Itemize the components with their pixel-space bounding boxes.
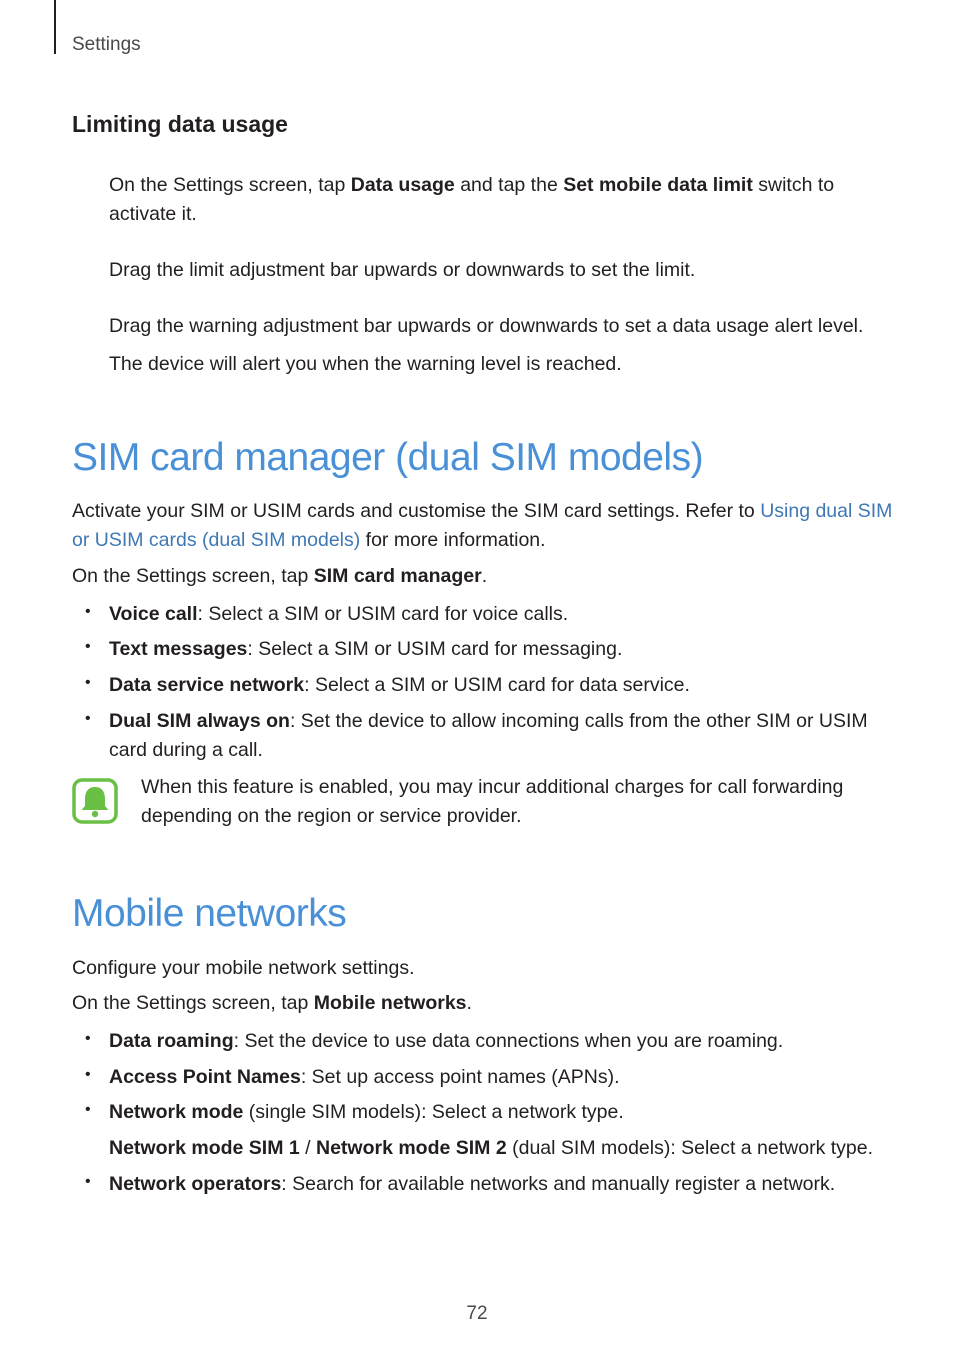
bullet: • (85, 710, 91, 727)
sim-card-manager-title: SIM card manager (dual SIM models) (72, 436, 704, 479)
bullet: • (85, 1173, 91, 1190)
bell-icon (72, 778, 118, 824)
bullet: • (85, 603, 91, 620)
list-item-access-point-names: Access Point Names: Set up access point names (APNs). (109, 1066, 620, 1088)
limiting-step-3-detail: The device will alert you when the warning level is reached. (109, 353, 622, 375)
mobile-tap-instruction: On the Settings screen, tap Mobile networks. (72, 992, 472, 1014)
page-number: 72 (466, 1303, 488, 1324)
limiting-step-3: Drag the warning adjustment bar upwards or downwards to set a data usage alert level. (109, 315, 864, 337)
bullet: • (85, 1066, 91, 1083)
section-header: Settings (72, 34, 141, 55)
mobile-intro: Configure your mobile network settings. (72, 957, 415, 979)
limiting-data-usage-heading: Limiting data usage (72, 111, 288, 137)
bullet: • (85, 1030, 91, 1047)
bullet: • (85, 674, 91, 691)
note-text: When this feature is enabled, you may incur additional charges for call forwarding depending on the region or service provider. (141, 776, 844, 827)
list-item-text-messages: Text messages: Select a SIM or USIM card for messaging. (109, 638, 623, 660)
list-item-network-mode: Network mode (single SIM models): Select a network type. (109, 1101, 624, 1123)
limiting-step-2: Drag the limit adjustment bar upwards or downwards to set the limit. (109, 259, 696, 281)
bullet: • (85, 1101, 91, 1118)
list-item-dual-sim-always-on: Dual SIM always on: Set the device to allow incoming calls from the other SIM or USIM card during a call. (109, 710, 868, 761)
header-rule (54, 0, 56, 54)
using-dual-sim-link[interactable]: Using dual SIM (760, 500, 893, 522)
sim-intro: Activate your SIM or USIM cards and customise the SIM card settings. Refer to Using dual SIM or USIM cards (dual SIM models) for more information. (72, 500, 893, 551)
list-item-data-roaming: Data roaming: Set the device to use data connections when you are roaming. (109, 1030, 784, 1052)
list-item-network-mode-dual: Network mode SIM 1 / Network mode SIM 2 (dual SIM models): Select a network type. (109, 1137, 874, 1159)
sim-tap-instruction: On the Settings screen, tap SIM card manager. (72, 565, 488, 587)
limiting-step-1: On the Settings screen, tap Data usage and tap the Set mobile data limit switch to activate it. (109, 174, 835, 225)
list-item-network-operators: Network operators: Search for available networks and manually register a network. (109, 1173, 836, 1195)
list-item-voice-call: Voice call: Select a SIM or USIM card for voice calls. (109, 603, 569, 625)
list-item-data-service-network: Data service network: Select a SIM or USIM card for data service. (109, 674, 690, 696)
bullet: • (85, 638, 91, 655)
using-dual-sim-link-cont[interactable]: or USIM cards (dual SIM models) (72, 529, 361, 551)
mobile-networks-title: Mobile networks (72, 892, 347, 935)
